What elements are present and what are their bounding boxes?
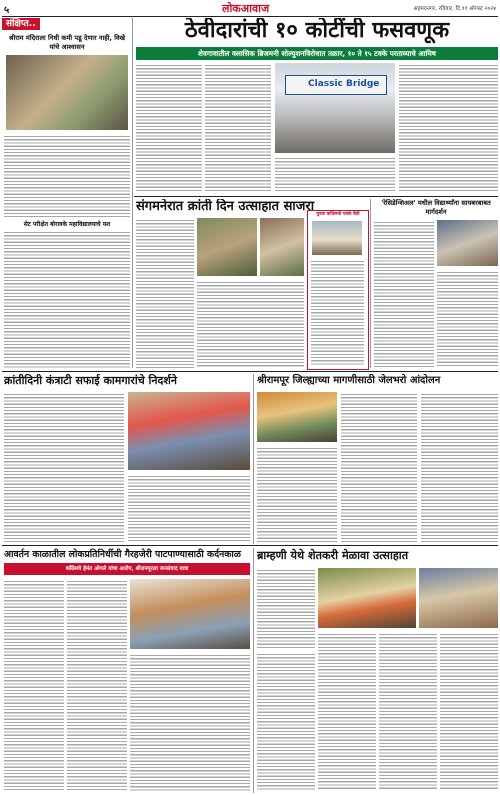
masthead-rule [2, 16, 498, 17]
sangamner-text-col-2 [197, 280, 304, 368]
shrirampur-text-col-1 [257, 446, 337, 542]
sangamner-box [307, 210, 369, 370]
aavartan-photo [130, 579, 250, 649]
sangamner-photo-1 [197, 218, 257, 276]
brief-title-1: श्रीराम मंदिराला निधी कमी पडू देणार नाही, विखे यांचे आश्वासन [8, 34, 126, 51]
residential-title: 'रेसिडेन्शिअल' मधील विद्यार्थ्यांना सायबरबाबत मार्गदर्शन [381, 199, 491, 216]
aavartan-text-col-1 [4, 579, 64, 791]
date-line: अहमदनगर, रविवार, दि.११ ऑगस्ट २०२४ [413, 6, 496, 12]
brahmani-divider [253, 548, 254, 793]
residential-photo [437, 220, 498, 266]
brief-title-2: सेट परीक्षेत बोरावके महाविद्यालयाचे यश [23, 221, 111, 228]
brahmani-photo-2 [419, 568, 498, 628]
shrirampur-text-col-3 [421, 392, 498, 542]
shrirampur-headline: श्रीरामपूर जिल्ह्याच्या मागणीसाठी जेलभरो आंदोलन [257, 375, 441, 386]
mid-rule [2, 371, 498, 372]
brief-photo-1 [6, 55, 128, 130]
shrirampur-divider [253, 374, 254, 544]
main-text-col-2 [205, 63, 271, 193]
kranti-headline: क्रांतीदिनी कंत्राटी सफाई कामगारांचे निदर्शने [4, 374, 177, 387]
brief-text-2 [4, 230, 130, 368]
residential-divider [370, 199, 371, 368]
page-number: ५ [4, 5, 10, 16]
brahmani-photo-1 [318, 568, 416, 628]
brahmani-text-col-5 [440, 632, 498, 791]
logo: लोकआवाज [222, 2, 270, 15]
shrirampur-photo [257, 392, 337, 442]
brahmani-text-col-3 [318, 632, 376, 791]
residential-text-2 [437, 270, 498, 368]
sangamner-text-col-1 [136, 218, 194, 368]
brief-text-1 [4, 134, 130, 218]
sangamner-box-text [311, 259, 364, 365]
main-photo [275, 63, 395, 153]
aavartan-text-col-2 [67, 579, 127, 791]
main-text-col-4 [399, 63, 498, 193]
main-text-col-3 [275, 156, 395, 193]
left-col-divider [132, 18, 133, 368]
briefs-tag: संक्षिप्त.. [2, 18, 40, 30]
sangamner-box-photo [312, 221, 362, 255]
main-photo-signboard [285, 75, 387, 95]
kranti-photo [128, 392, 250, 470]
masthead [0, 0, 500, 16]
aavartan-headline: आवर्तन काळातील लोकप्रतिनिधींची गैरहजेरी पाटपाण्यासाठी कर्दनकाळ [4, 549, 241, 560]
sangamner-headline: संगमनेरात क्रांती दिन उत्साहात साजरा [136, 199, 315, 214]
lower-rule [2, 545, 498, 546]
residential-text-1 [374, 220, 434, 368]
main-headline: ठेवीदारांची १० कोटींची फसवणूक [184, 18, 450, 43]
brahmani-headline: ब्राम्हणी येथे शेतकरी मेळावा उत्साहात [257, 549, 409, 562]
sangamner-box-title: युवक काँग्रेसची पत्रके बैठी [316, 212, 360, 217]
main-rule [134, 196, 498, 197]
brahmani-text-col-4 [379, 632, 437, 791]
kranti-text-col-1 [4, 392, 124, 542]
main-text-col-1 [136, 63, 202, 193]
main-subhead: शेवगावातील क्लासिक ब्रिजमनी सोल्युशनविरोधात तक्रार, १० ते १५ टक्के परताव्याचे आमिष [136, 47, 498, 60]
aavartan-subhead: कॉंग्रेसचे हेमंत ओगले यांचा आरोप, श्रीरामपूरला जनसंवाद यात्रा [4, 563, 250, 575]
sangamner-photo-2 [260, 218, 304, 276]
aavartan-text-col-3 [130, 653, 250, 791]
kranti-text-col-2 [128, 474, 250, 542]
brahmani-text-col-1 [257, 568, 315, 648]
brahmani-text-col-2 [257, 652, 315, 791]
main-photo-sign-text: Classic Bridge [308, 79, 380, 89]
shrirampur-text-col-2 [341, 392, 417, 542]
